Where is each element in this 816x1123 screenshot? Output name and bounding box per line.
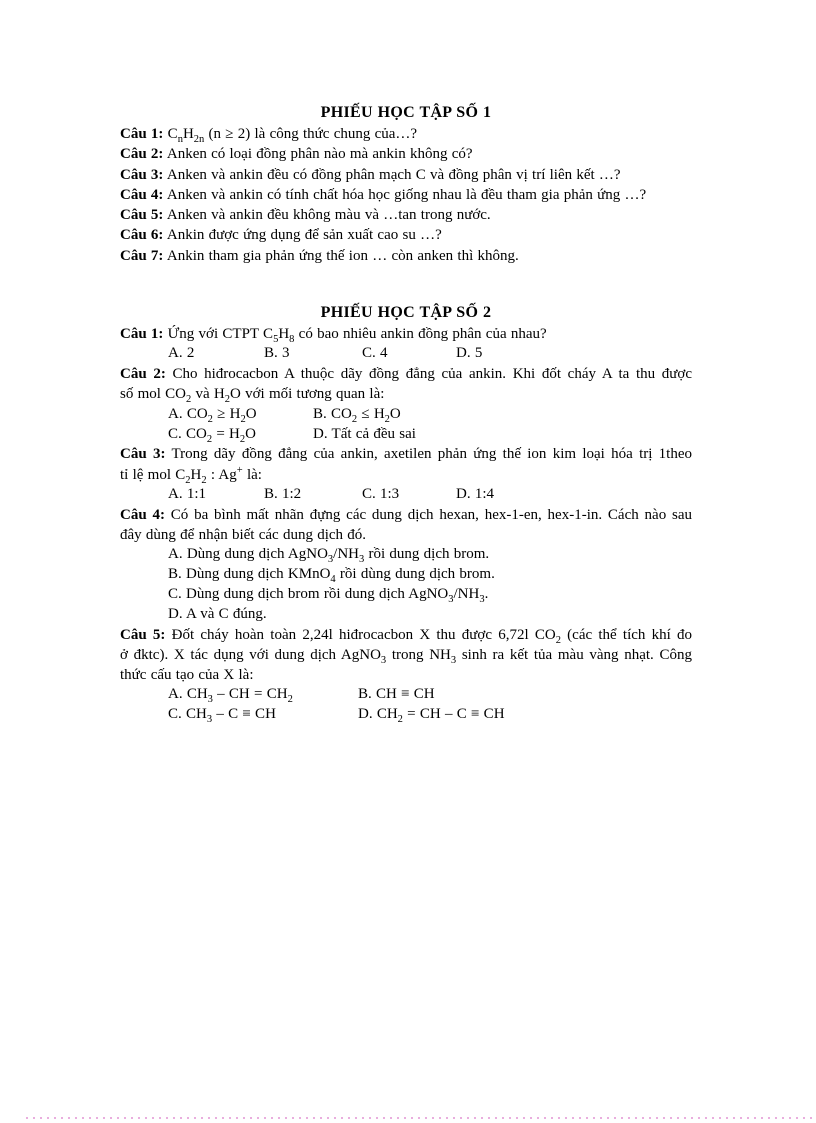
question-text: Trong dãy đồng đẳng của ankin, axetilen phản ứng thế ion kim loại hóa trị 1theo	[171, 446, 692, 463]
option-d: D. A và C đúng.	[168, 605, 267, 622]
s2-question-4-cont	[120, 525, 692, 545]
option-b: B. 3	[264, 345, 290, 362]
s1-question-2	[120, 144, 692, 164]
option-d: D. Tất cả đều sai	[313, 425, 416, 442]
question-label: Câu 2:	[120, 366, 166, 383]
worksheet-1	[120, 102, 692, 266]
question-text: Anken và ankin có tính chất hóa học giống nhau là đều tham gia phản ứng …?	[166, 186, 647, 203]
option-b: B. Dùng dung dịch KMnO$_4$ rồi dùng dung dịch brom.	[168, 566, 495, 586]
page-break-divider	[26, 1117, 814, 1119]
question-label: Câu 5:	[120, 207, 164, 224]
option-d: D. $CH_2$ = CH – C ≡ CH	[358, 706, 505, 726]
s2-q3-options	[120, 485, 692, 505]
question-text: Đốt cháy hoàn toàn 2,24l hiđrocacbon X thu được 6,72l $CO_2$ (các thể tích khí đo	[171, 626, 692, 645]
s1-question-3	[120, 165, 692, 185]
s2-q1-options	[120, 344, 692, 364]
document-body	[120, 102, 692, 725]
option-b: B. CH ≡ CH	[358, 686, 435, 703]
question-text: Ankin được ứng dụng để sản xuất cao su …?	[166, 227, 442, 244]
question-label: Câu 4:	[120, 506, 165, 523]
option-c: C. $CO_2 = H_2O$	[168, 425, 256, 445]
option-b: B. $CO_2 \le H_2O$	[313, 405, 401, 425]
question-label: Câu 7:	[120, 247, 164, 264]
question-text: đây dùng để nhận biết các dung dịch đó.	[120, 527, 367, 544]
option-c: C. Dùng dung dịch brom rồi dung dịch $AgNO_3/NH_3$.	[168, 585, 489, 605]
option-a: A. Dùng dung dịch $AgNO_3/NH_3$ rồi dung dịch brom.	[168, 546, 490, 566]
s2-question-3	[120, 444, 692, 464]
s2-question-5	[120, 625, 692, 645]
option-c: C. 1:3	[362, 485, 400, 502]
s2-q2-options	[120, 405, 692, 445]
question-label: Câu 1:	[120, 126, 164, 142]
s2-question-2-cont	[120, 384, 692, 404]
s2-q5-options	[120, 685, 692, 725]
worksheet-2	[120, 302, 692, 725]
option-a: A. $CO_2 \ge H_2O$	[168, 405, 257, 425]
question-label: Câu 1:	[120, 326, 164, 343]
question-text: thức cấu tạo của X là:	[120, 667, 254, 684]
question-label: Câu 3:	[120, 166, 164, 183]
s1-question-4	[120, 185, 692, 205]
question-label: Câu 6:	[120, 227, 164, 244]
s2-question-3-cont	[120, 465, 692, 485]
s1-question-5	[120, 205, 692, 225]
question-text: Anken và ankin đều không màu và …tan trong nước.	[166, 207, 491, 224]
question-text: tỉ lệ mol $C_2H_2$ : Ag+ là:	[120, 464, 262, 485]
s1-question-7	[120, 246, 692, 266]
question-text: Ứng với CTPT $C_5H_8$ có bao nhiêu ankin đồng phân của nhau?	[167, 326, 547, 345]
question-label: Câu 2:	[120, 146, 164, 163]
s2-question-2	[120, 364, 692, 384]
option-d: D. 1:4	[456, 485, 494, 502]
question-text: Anken có loại đồng phân nào mà ankin không có?	[166, 146, 473, 163]
s1-question-1	[120, 124, 692, 144]
sheet1-title: PHIẾU HỌC TẬP SỐ 1	[320, 104, 492, 121]
question-text: số mol $CO_2$ và $H_2O$ với mối tương quan là:	[120, 386, 385, 405]
s2-question-4	[120, 505, 692, 525]
option-a: A. 2	[168, 345, 195, 362]
s2-question-1	[120, 324, 692, 344]
sheet2-title: PHIẾU HỌC TẬP SỐ 2	[320, 304, 492, 322]
question-text: ở đktc). X tác dụng với dung dịch AgNO$_3$ trong $NH_3$ sinh ra kết tủa màu vàng nhạt. Công	[120, 646, 692, 666]
option-c: C. $CH_3$ – C ≡ CH	[168, 706, 276, 726]
question-label: Câu 3:	[120, 446, 166, 463]
question-text: Có ba bình mất nhãn đựng các dung dịch hexan, hex-1-en, hex-1-in. Cách nào sau	[170, 506, 692, 523]
option-b: B. 1:2	[264, 485, 302, 502]
question-label: Câu 4:	[120, 186, 164, 203]
s2-q4-options	[120, 545, 692, 624]
question-label: Câu 5:	[120, 626, 166, 643]
s1-question-6	[120, 225, 692, 245]
option-a: A. 1:1	[168, 485, 206, 502]
question-text: Cho hiđrocacbon A thuộc dãy đồng đẳng của ankin. Khi đốt cháy A ta thu được	[172, 366, 692, 383]
option-d: D. 5	[456, 345, 483, 362]
option-c: C. 4	[362, 345, 388, 362]
s2-question-5-cont2	[120, 665, 692, 685]
s2-question-5-cont1	[120, 645, 692, 665]
question-text: Anken và ankin đều có đồng phân mạch C và đồng phân vị trí liên kết …?	[166, 166, 621, 183]
question-text: $C_nH_{2n}$ (n ≥ 2) là công thức chung của…?	[167, 126, 418, 145]
question-text: Ankin tham gia phản ứng thế ion … còn anken thì không.	[166, 247, 519, 264]
option-a: A. $CH_3$ – CH = $CH_2$	[168, 686, 293, 706]
